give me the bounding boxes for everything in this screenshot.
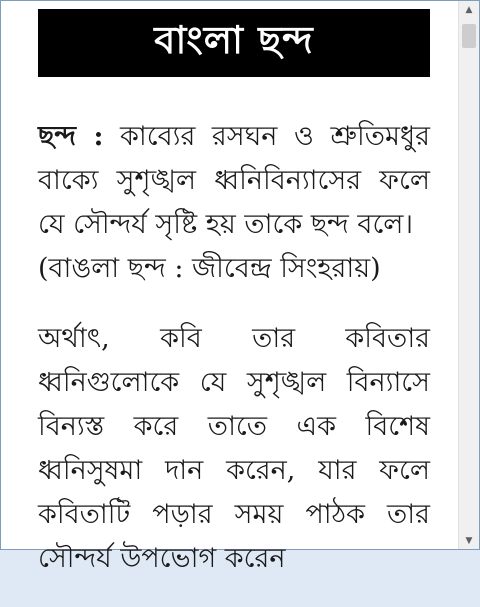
scroll-up-button[interactable]: [459, 1, 479, 18]
explanation-text: অর্থাৎ, কবি তার কবিতার ধ্বনিগুলোকে যে সুশৃঙ্খল বিন্যাসে বিন্যস্ত করে তাতে এক বিশেষ ধ্বনিসুষমা দান করেন, যার ফলে কবিতাটি পড়ার সময় পাঠক তার সৌন্দর্য উপভোগ করেন: [38, 323, 430, 574]
definition-label: ছন্দ :: [38, 121, 104, 152]
definition-paragraph: [38, 115, 430, 291]
scroll-down-button[interactable]: [459, 532, 479, 549]
article-body: [38, 115, 430, 607]
page-title: বাংলা ছন্দ: [154, 18, 314, 62]
scroll-thumb[interactable]: [462, 24, 476, 48]
chevron-down-icon: ▼: [465, 535, 473, 546]
definition-text: কাব্যের রসঘন ও শ্রুতিমধুর বাক্যে সুশৃঙ্খল ধ্বনিবিন্যাসের ফলে যে সৌন্দর্য সৃষ্টি হয় তাকে ছন্দ বলে।: [38, 121, 430, 240]
content-viewport: [1, 1, 458, 574]
page-title-banner: [38, 9, 430, 77]
chevron-up-icon: ▲: [465, 4, 473, 15]
definition-citation: (বাঙলা ছন্দ : জীবেন্দ্র সিংহরায়): [38, 253, 381, 284]
vertical-scrollbar[interactable]: [458, 1, 479, 549]
explanation-paragraph: [38, 317, 430, 581]
